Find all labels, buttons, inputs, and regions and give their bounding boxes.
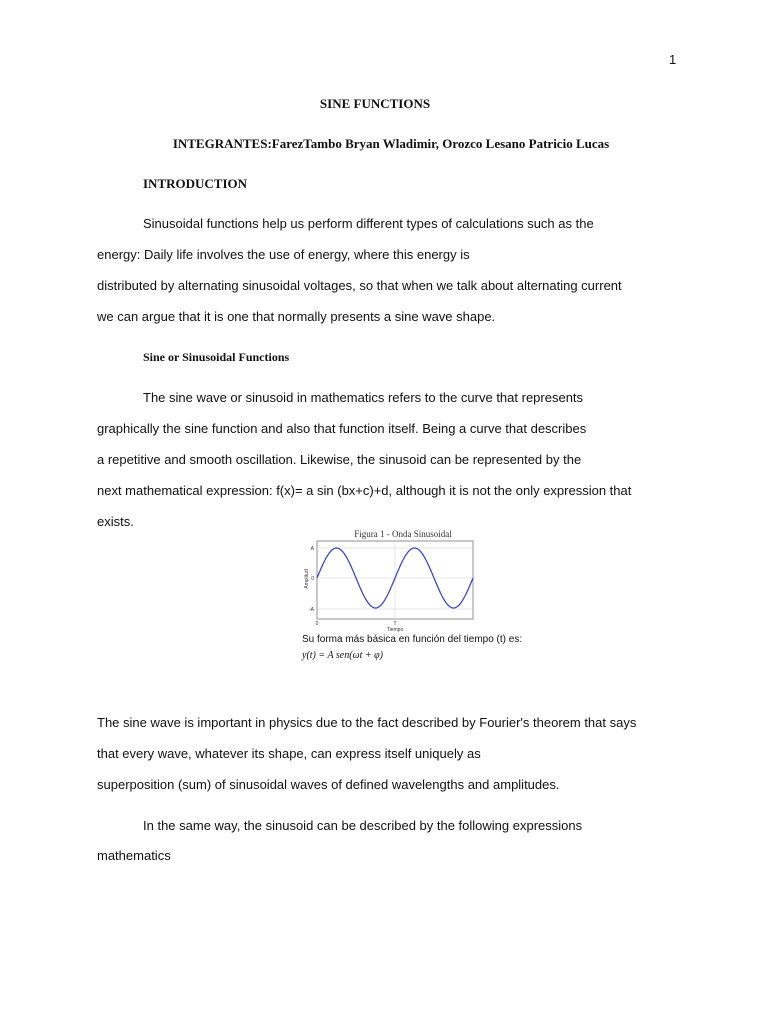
members-line: INTEGRANTES:FarezTambo Bryan Wladimir, Orozco Lesano Patricio Lucas [172, 136, 610, 151]
page-number: 1 [669, 52, 677, 67]
paragraph-line: Sinusoidal functions help us perform different types of calculations such as the [143, 216, 594, 231]
paragraph-line: a repetitive and smooth oscillation. Likewise, the sinusoid can be represented by the [97, 452, 582, 467]
sine-wave-figure [302, 527, 552, 667]
document-title: SINE FUNCTIONS [319, 96, 431, 111]
sine-wave-plot [302, 527, 552, 637]
paragraph-line: that every wave, whatever its shape, can express itself uniquely as [97, 746, 481, 761]
paragraph-line: energy: Daily life involves the use of energy, where this energy is [97, 247, 470, 262]
paragraph-line: graphically the sine function and also that function itself. Being a curve that describes [97, 421, 587, 436]
y-axis-label: Amplitud [304, 569, 310, 589]
paragraph-line: next mathematical expression: f(x)= a sin (bx+c)+d, although it is not the only expression that [97, 483, 632, 498]
paragraph-line: The sine wave or sinusoid in mathematics refers to the curve that represents [143, 390, 584, 405]
figure-title: Figura 1 - Onda Sinusoidal [354, 529, 452, 539]
paragraph-line: distributed by alternating sinusoidal voltages, so that when we talk about alternating current [97, 278, 622, 293]
paragraph-line: In the same way, the sinusoid can be described by the following expressions [143, 818, 583, 833]
x-tick-1: T [393, 621, 397, 627]
figure-caption: Su forma más básica en función del tiempo (t) es: [302, 634, 523, 645]
section-heading: Sine or Sinusoidal Functions [143, 350, 290, 364]
paragraph-line: exists. [97, 514, 134, 529]
intro-heading: INTRODUCTION [143, 176, 248, 191]
paragraph-line: mathematics [97, 848, 171, 863]
figure-formula: y(t) = A sen(ωt + φ) [302, 650, 383, 661]
x-axis-label: Tiempo [386, 627, 404, 633]
paragraph-line: we can argue that it is one that normally presents a sine wave shape. [97, 309, 496, 324]
y-tick-top: A [310, 546, 314, 552]
y-tick-mid: 0 [311, 576, 314, 582]
x-tick-0: 0 [315, 621, 319, 627]
paragraph-line: The sine wave is important in physics due to the fact described by Fourier's theorem that says [97, 715, 637, 730]
y-tick-bottom: -A [309, 607, 314, 613]
paragraph-line: superposition (sum) of sinusoidal waves of defined wavelengths and amplitudes. [97, 777, 560, 792]
